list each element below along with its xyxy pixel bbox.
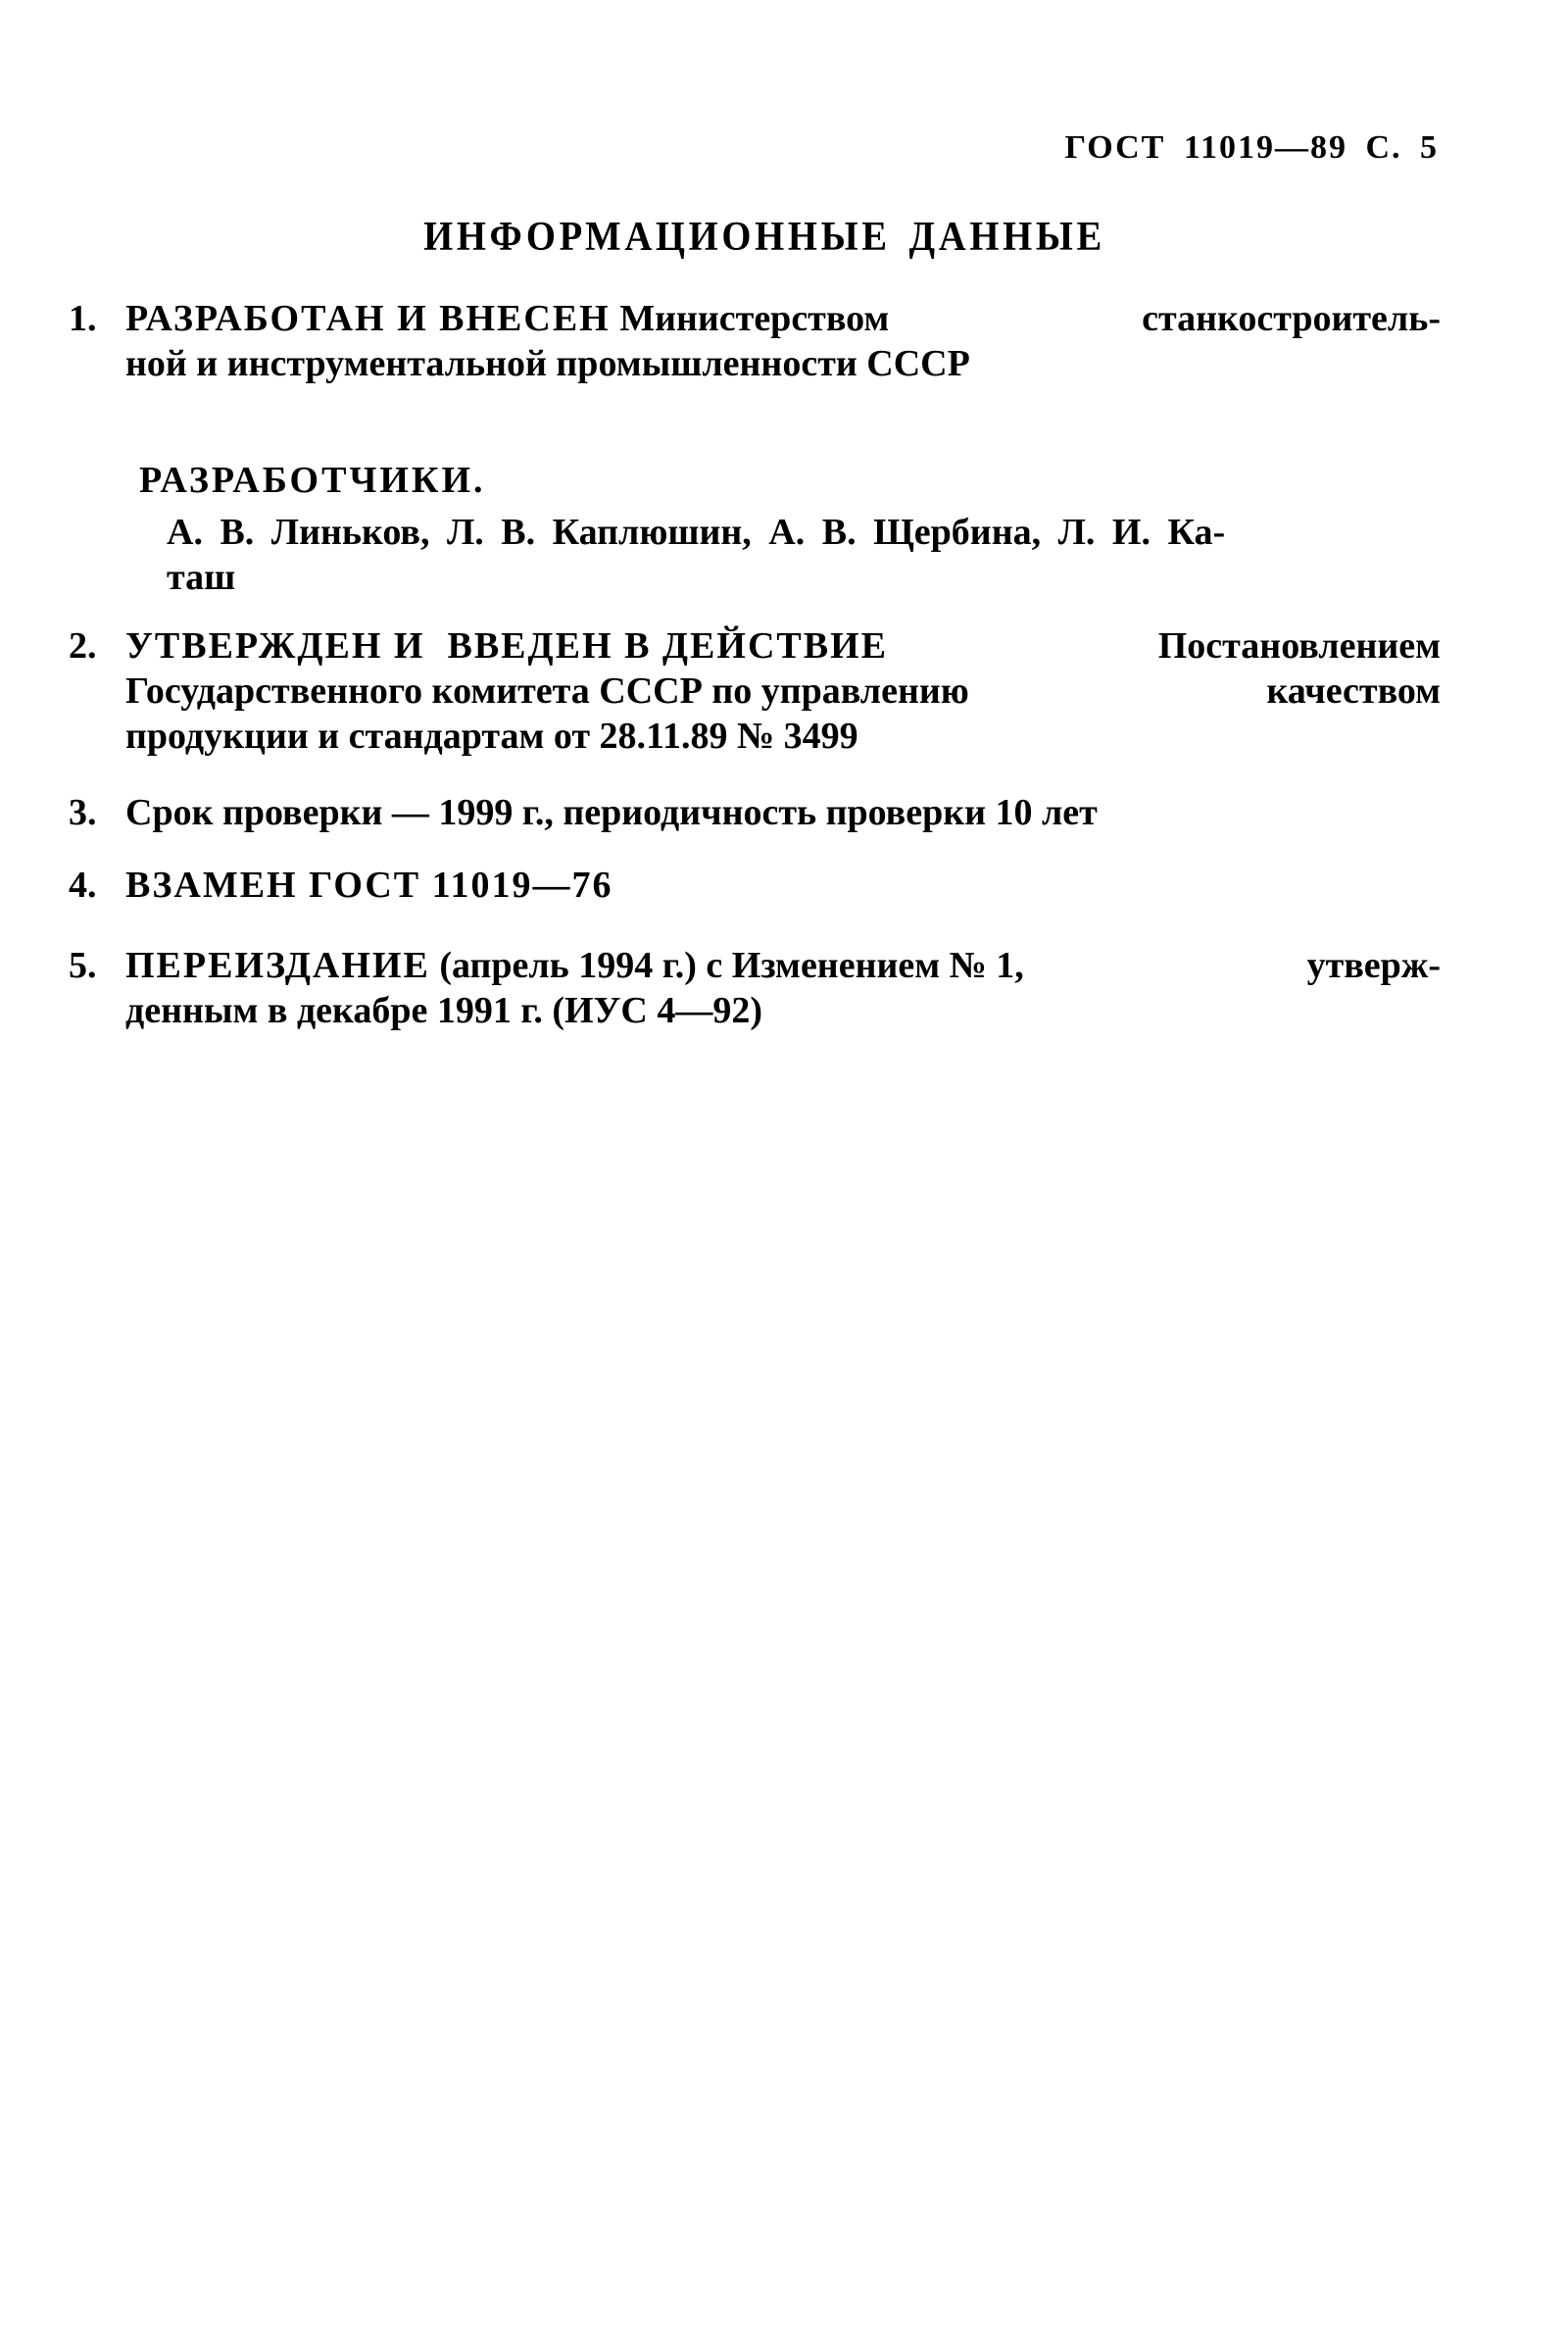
item-number: 1. [69,298,97,339]
item-text: Государственного комитета СССР по управлению [125,670,969,712]
item-text: (апрель 1994 г.) с Изменением № 1, [439,945,1024,986]
item-number: 5. [69,945,97,986]
developers-line: таш [167,557,236,598]
info-item-2 [69,623,1441,759]
developers-list [167,510,1441,600]
item-lead: УТВЕРЖДЕН И ВВЕДЕН В ДЕЙСТВИЕ [125,625,888,667]
info-item-2-line-2 [69,669,1441,714]
item-number: 4. [69,865,97,906]
info-item-3 [69,790,1441,835]
item-number: 3. [69,792,97,833]
item-number: 2. [69,625,97,667]
developers-heading: РАЗРАБОТЧИКИ. [139,460,486,501]
item-text: Постановлением [1157,625,1441,667]
item-lead: РАЗРАБОТАН И ВНЕСЕН [125,298,611,339]
info-item-4 [69,863,1441,908]
running-header: ГОСТ 11019—89 С. 5 [1064,129,1439,166]
info-item-5 [69,943,1441,1033]
item-text: Срок проверки — 1999 г., периодичность проверки 10 лет [125,792,1098,833]
info-item-2-line-1 [69,623,1441,669]
item-text: ной и инструментальной промышленности СССР [125,343,970,384]
item-text: станкостроитель- [1142,298,1441,339]
item-lead: ПЕРЕИЗДАНИЕ [125,945,430,986]
info-item-5-line-1 [69,943,1441,988]
item-text: Министерством [619,298,890,339]
item-text: продукции и стандартам от 28.11.89 № 3499 [125,716,858,757]
item-text: ВЗАМЕН ГОСТ 11019—76 [125,865,613,906]
info-item-1-line-1 [69,296,1441,341]
item-text: денным в декабре 1991 г. (ИУС 4—92) [125,990,763,1031]
info-item-1 [69,296,1441,386]
document-title: ИНФОРМАЦИОННЫЕ ДАННЫЕ [423,215,1105,260]
item-text: качеством [1266,670,1441,712]
developers-line: А. В. Линьков, Л. В. Каплюшин, А. В. Щербина, Л. И. Ка- [167,512,1226,553]
item-text: утверж- [1306,945,1441,986]
